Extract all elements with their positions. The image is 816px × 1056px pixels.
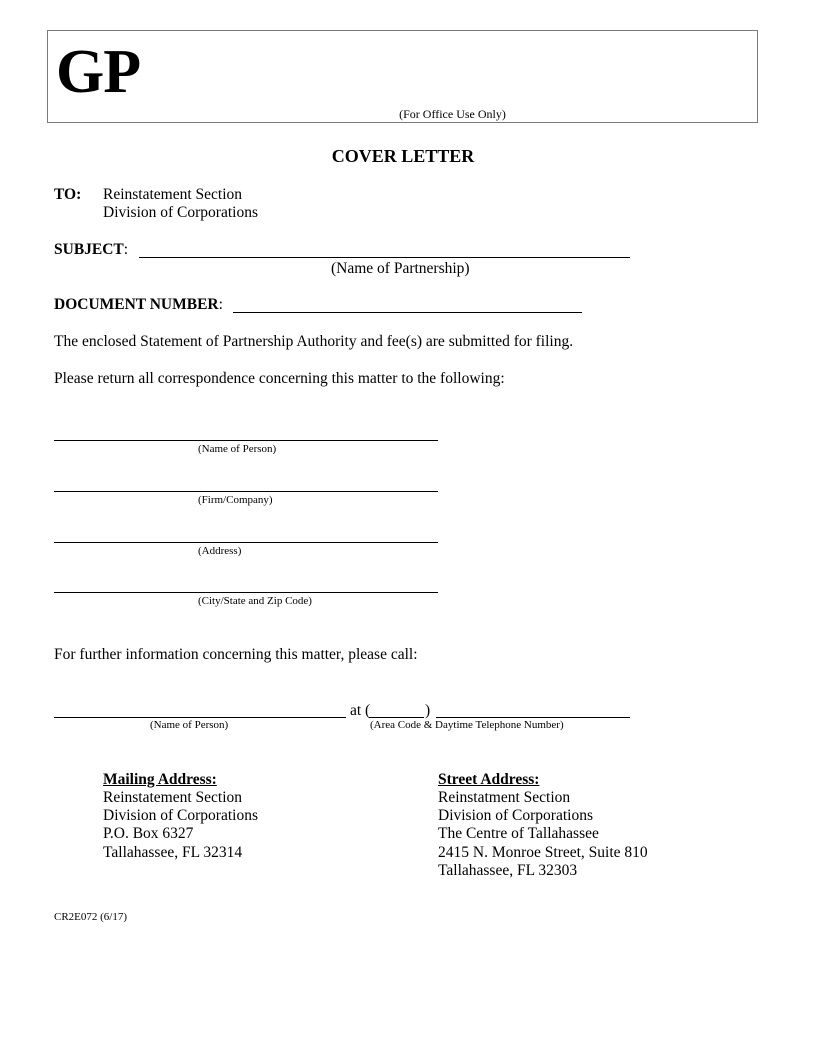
return-name-caption: (Name of Person) <box>198 443 277 455</box>
mailing-address-line: Reinstatement Section <box>103 789 243 806</box>
document-number-field[interactable] <box>233 312 582 313</box>
contact-name-caption: (Name of Person) <box>150 719 229 731</box>
street-address-line: Tallahassee, FL 32303 <box>438 862 578 879</box>
document-number-colon: : <box>218 296 223 313</box>
body-paragraph-2: Please return all correspondence concerning this matter to the following: <box>54 370 505 387</box>
form-code: CR2E072 (6/17) <box>54 911 128 923</box>
subject-caption: (Name of Partnership) <box>331 260 470 277</box>
contact-close-paren: ) <box>425 702 431 719</box>
contact-at-text: at ( <box>350 702 371 719</box>
office-use-box <box>47 30 758 123</box>
to-line-2: Division of Corporations <box>103 204 258 221</box>
body-paragraph-1: The enclosed Statement of Partnership Authority and fee(s) are submitted for filing. <box>54 333 574 350</box>
subject-label: SUBJECT <box>54 241 124 258</box>
area-code-field[interactable] <box>369 717 424 718</box>
street-address-heading: Street Address: <box>438 771 540 788</box>
return-address-field[interactable] <box>54 542 438 543</box>
contact-phone-caption: (Area Code & Daytime Telephone Number) <box>370 719 564 731</box>
to-line-1: Reinstatement Section <box>103 186 243 203</box>
return-city-field[interactable] <box>54 592 438 593</box>
street-address-line: The Centre of Tallahassee <box>438 825 599 842</box>
street-address-line: Reinstatment Section <box>438 789 571 806</box>
subject-label-group <box>54 241 128 259</box>
mailing-address-line: P.O. Box 6327 <box>103 825 194 842</box>
return-firm-field[interactable] <box>54 491 438 492</box>
mailing-address-line: Division of Corporations <box>103 807 258 824</box>
document-number-label-group <box>54 296 223 314</box>
office-use-note-text: (For Office Use Only) <box>399 107 506 121</box>
gp-logo: GP <box>56 38 141 106</box>
subject-colon: : <box>123 241 129 258</box>
return-address-caption: (Address) <box>198 545 242 557</box>
telephone-field[interactable] <box>436 717 630 718</box>
page-title: COVER LETTER <box>331 146 475 166</box>
document-number-label: DOCUMENT NUMBER <box>54 296 219 313</box>
mailing-address-heading: Mailing Address: <box>103 771 217 788</box>
subject-field[interactable] <box>139 257 630 258</box>
return-name-field[interactable] <box>54 440 438 441</box>
mailing-address-line: Tallahassee, FL 32314 <box>103 844 243 861</box>
return-city-caption: (City/State and Zip Code) <box>198 595 312 607</box>
contact-name-field[interactable] <box>54 717 346 718</box>
return-firm-caption: (Firm/Company) <box>198 494 273 506</box>
to-label: TO: <box>54 186 82 203</box>
street-address-line: Division of Corporations <box>438 807 593 824</box>
office-use-note <box>48 107 757 121</box>
contact-intro: For further information concerning this matter, please call: <box>54 646 418 663</box>
street-address-line: 2415 N. Monroe Street, Suite 810 <box>438 844 648 861</box>
